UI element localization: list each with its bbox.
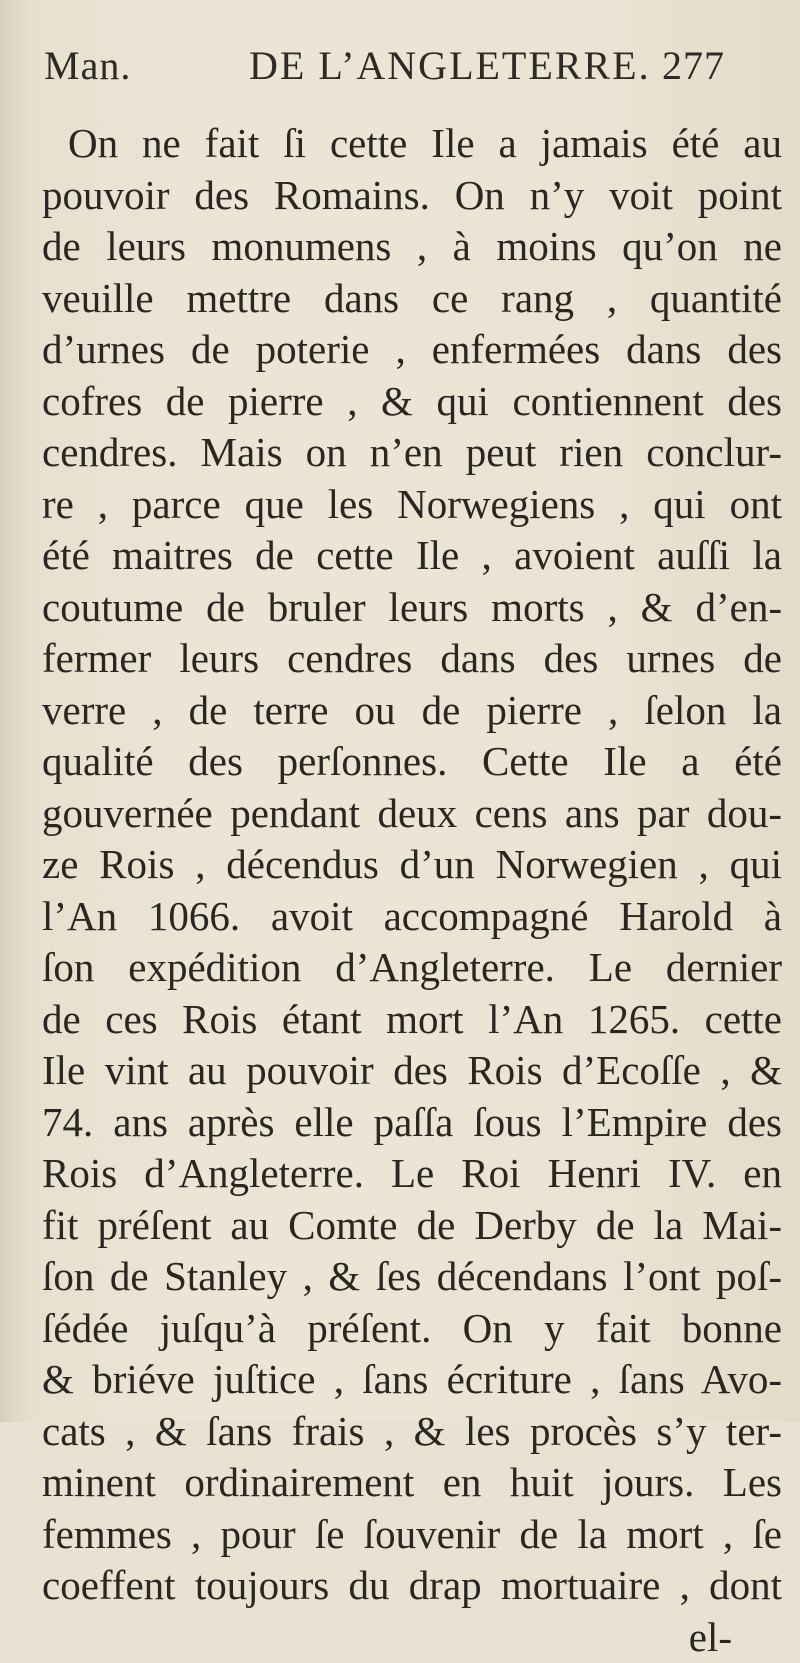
text-line: qualité des perſonnes. Cette Ile a été [42,736,782,788]
text-line: Rois d’Angleterre. Le Roi Henri IV. en [42,1148,782,1200]
text-line: minent ordinairement en huit jours. Les [42,1457,782,1509]
text-line: cofres de pierre , & qui contiennent des [42,376,782,428]
text-line: verre , de terre ou de pierre , ſelon la [42,685,782,737]
page-number: 277 [662,42,725,89]
text-line: été maitres de cette Ile , avoient auſſi la [42,530,782,582]
text-line: 74. ans après elle paſſa ſous l’Empire des [42,1097,782,1149]
running-head [44,42,764,92]
text-line: Ile vint au pouvoir des Rois d’Ecoſſe , & [42,1045,782,1097]
text-line: cats , & ſans frais , & les procès s’y ter- [42,1406,782,1458]
text-line: coeffent toujours du drap mortuaire , dont [42,1560,782,1612]
text-line: ſédée juſqu’à préſent. On y fait bonne [42,1303,782,1355]
text-line: fermer leurs cendres dans des urnes de [42,633,782,685]
text-line: de leurs monumens , à moins qu’on ne [42,221,782,273]
running-head-left: Man. [44,42,131,89]
text-line: ze Rois , décendus d’un Norwegien , qui [42,839,782,891]
text-line: ſon expédition d’Angleterre. Le dernier [42,942,782,994]
text-line: re , parce que les Norwegiens , qui ont [42,479,782,531]
text-line: veuille mettre dans ce rang , quantité [42,273,782,325]
text-line: On ne fait ſi cette Ile a jamais été au [42,118,782,170]
text-line: gouvernée pendant deux cens ans par dou- [42,788,782,840]
text-line: pouvoir des Romains. On n’y voit point [42,170,782,222]
running-head-title: DE L’ANGLETERRE. [249,42,651,89]
text-line: d’urnes de poterie , enfermées dans des [42,324,782,376]
catchword: el- [42,1612,782,1663]
text-line: ſon de Stanley , & ſes décendans l’ont poſ- [42,1251,782,1303]
body-text [42,118,782,1663]
text-line: femmes , pour ſe ſouvenir de la mort , ſe [42,1509,782,1561]
text-line: cendres. Mais on n’en peut rien conclur- [42,427,782,479]
text-line: & briéve juſtice , ſans écriture , ſans Avo- [42,1354,782,1406]
text-line: coutume de bruler leurs morts , & d’en- [42,582,782,634]
text-line: de ces Rois étant mort l’An 1265. cette [42,994,782,1046]
text-line: fit préſent au Comte de Derby de la Mai- [42,1200,782,1252]
text-line: l’An 1066. avoit accompagné Harold à [42,891,782,943]
